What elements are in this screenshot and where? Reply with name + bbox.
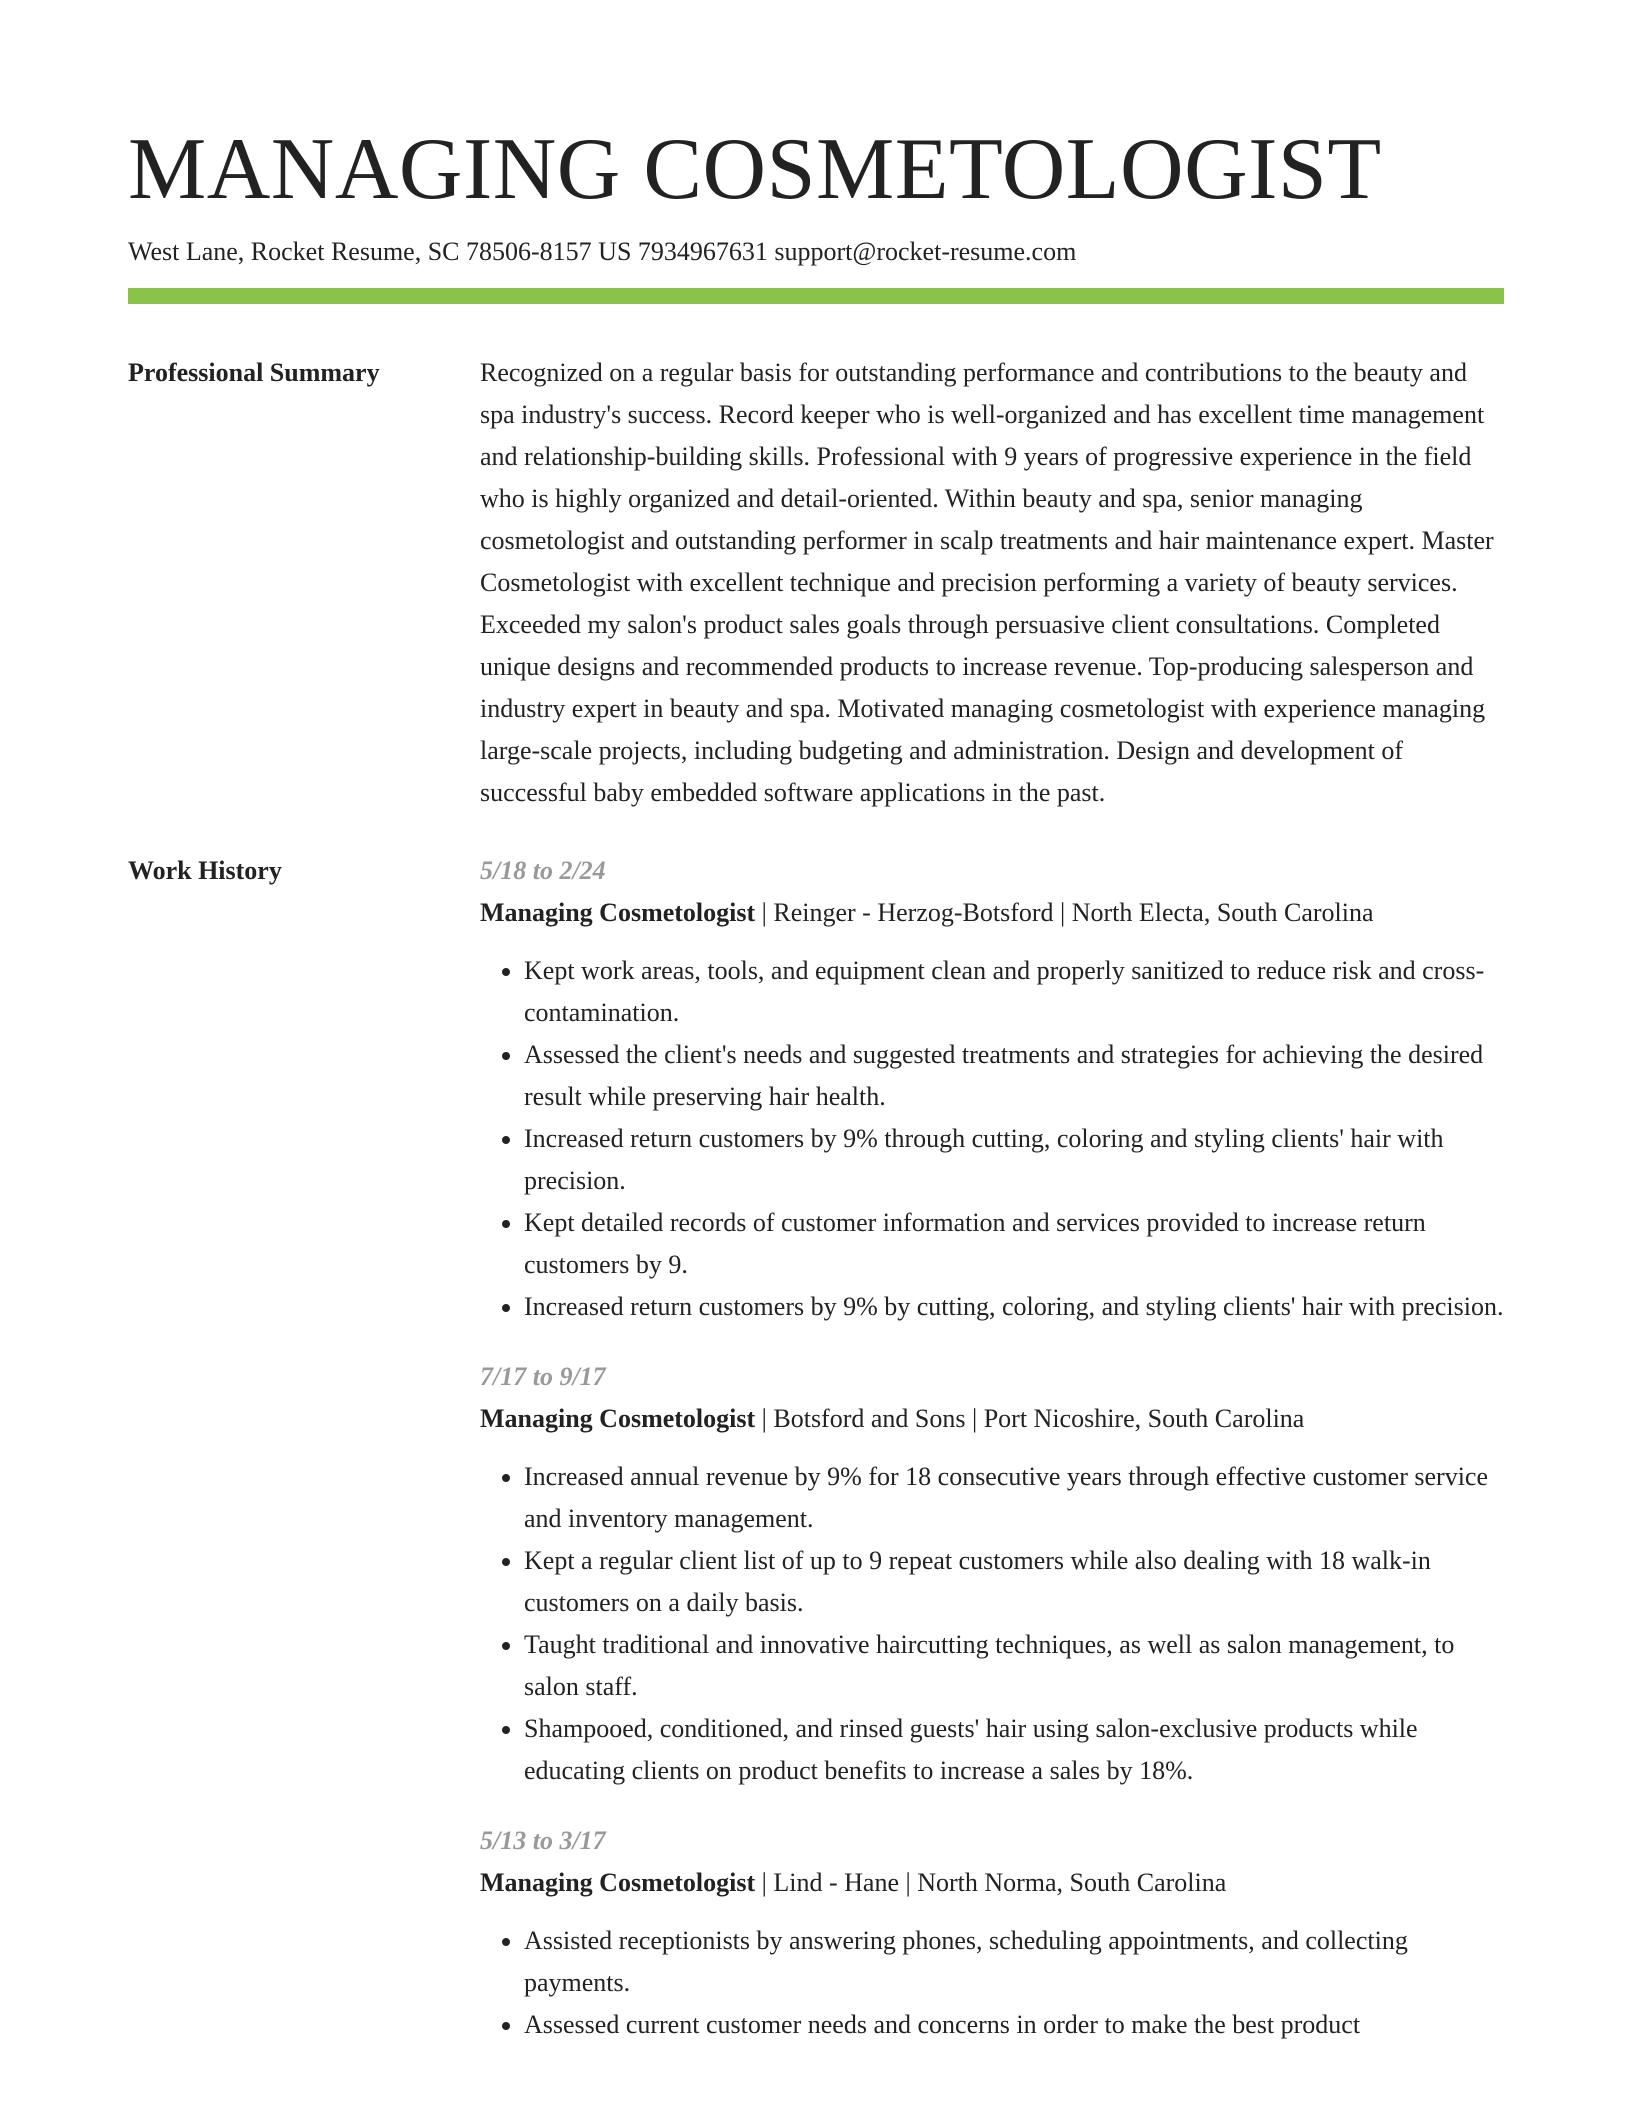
job-bullet-list [480,1456,1504,1792]
job-bullet: • Increased return customers by 9% through cutting, coloring and styling clients' hair with precision. [524,1118,1504,1202]
job-entry [480,850,1504,1328]
job-dates: 5/18 to 2/24 [480,856,606,885]
contact-info: West Lane, Rocket Resume, SC 78506-8157 US 7934967631 support@rocket-resume.com [128,237,1077,266]
job-bullet: • Kept detailed records of customer information and services provided to increase return customers by 9. [524,1202,1504,1286]
job-bullet: • Shampooed, conditioned, and rinsed guests' hair using salon-exclusive products while educating clients on product benefits to increase a sales by 18%. [524,1708,1504,1792]
job-heading [480,1862,1504,1904]
job-company-location: | Reinger - Herzog-Botsford | North Electa, South Carolina [755,898,1374,927]
job-bullet: • Kept work areas, tools, and equipment clean and properly sanitized to reduce risk and cross-contamination. [524,950,1504,1034]
resume-page [128,0,1504,2074]
job-bullet: • Assessed the client's needs and suggested treatments and strategies for achieving the desired result while preserving hair health. [524,1034,1504,1118]
job-entry [480,1820,1504,2046]
work-history-list [480,850,1504,2074]
job-dates: 5/13 to 3/17 [480,1826,606,1855]
work-history-section [128,850,1504,2074]
job-company-location: | Botsford and Sons | Port Nicoshire, South Carolina [755,1404,1305,1433]
job-bullet: • Increased return customers by 9% by cutting, coloring, and styling clients' hair with precision. [524,1286,1504,1328]
job-company-location: | Lind - Hane | North Norma, South Carolina [755,1868,1227,1897]
job-title: Managing Cosmetologist [480,898,756,927]
job-dates: 7/17 to 9/17 [480,1362,606,1391]
job-bullet: • Assisted receptionists by answering phones, scheduling appointments, and collecting payments. [524,1920,1504,2004]
accent-divider [128,288,1504,304]
job-bullet-list [480,950,1504,1328]
summary-body [480,352,1504,814]
professional-summary-section [128,352,1504,814]
section-label-work: Work History [128,856,282,885]
job-entry [480,1356,1504,1792]
summary-text: Recognized on a regular basis for outstanding performance and contributions to the beauty and spa industry's success. Record keeper who is well-organized and has excellent time management and relationship-building skills. Professional with 9 years of progressive experience in the field who is highly organized and detail-oriented. Within beauty and spa, senior managing cosmetologist and outstanding performer in scalp treatments and hair maintenance expert. Master Cosmetologist with excellent technique and precision performing a variety of beauty services. Exceeded my salon's product sales goals through persuasive client consultations. Completed unique designs and recommended products to increase revenue. Top-producing salesperson and industry expert in beauty and spa. Motivated managing cosmetologist with experience managing large-scale projects, including budgeting and administration. Design and development of successful baby embedded software applications in the past. [480,358,1494,807]
job-bullet: • Taught traditional and innovative haircutting techniques, as well as salon management, to salon staff. [524,1624,1504,1708]
resume-name: MANAGING COSMETOLOGIST [128,121,1382,218]
job-bullet: • Increased annual revenue by 9% for 18 consecutive years through effective customer service and inventory management. [524,1456,1504,1540]
job-bullet-list [480,1920,1504,2046]
job-heading [480,1398,1504,1440]
job-title: Managing Cosmetologist [480,1868,756,1897]
job-heading [480,892,1504,934]
job-bullet: • Assessed current customer needs and concerns in order to make the best product [524,2004,1504,2046]
job-bullet: • Kept a regular client list of up to 9 repeat customers while also dealing with 18 walk-in customers on a daily basis. [524,1540,1504,1624]
job-title: Managing Cosmetologist [480,1404,756,1433]
section-label-summary: Professional Summary [128,358,380,387]
